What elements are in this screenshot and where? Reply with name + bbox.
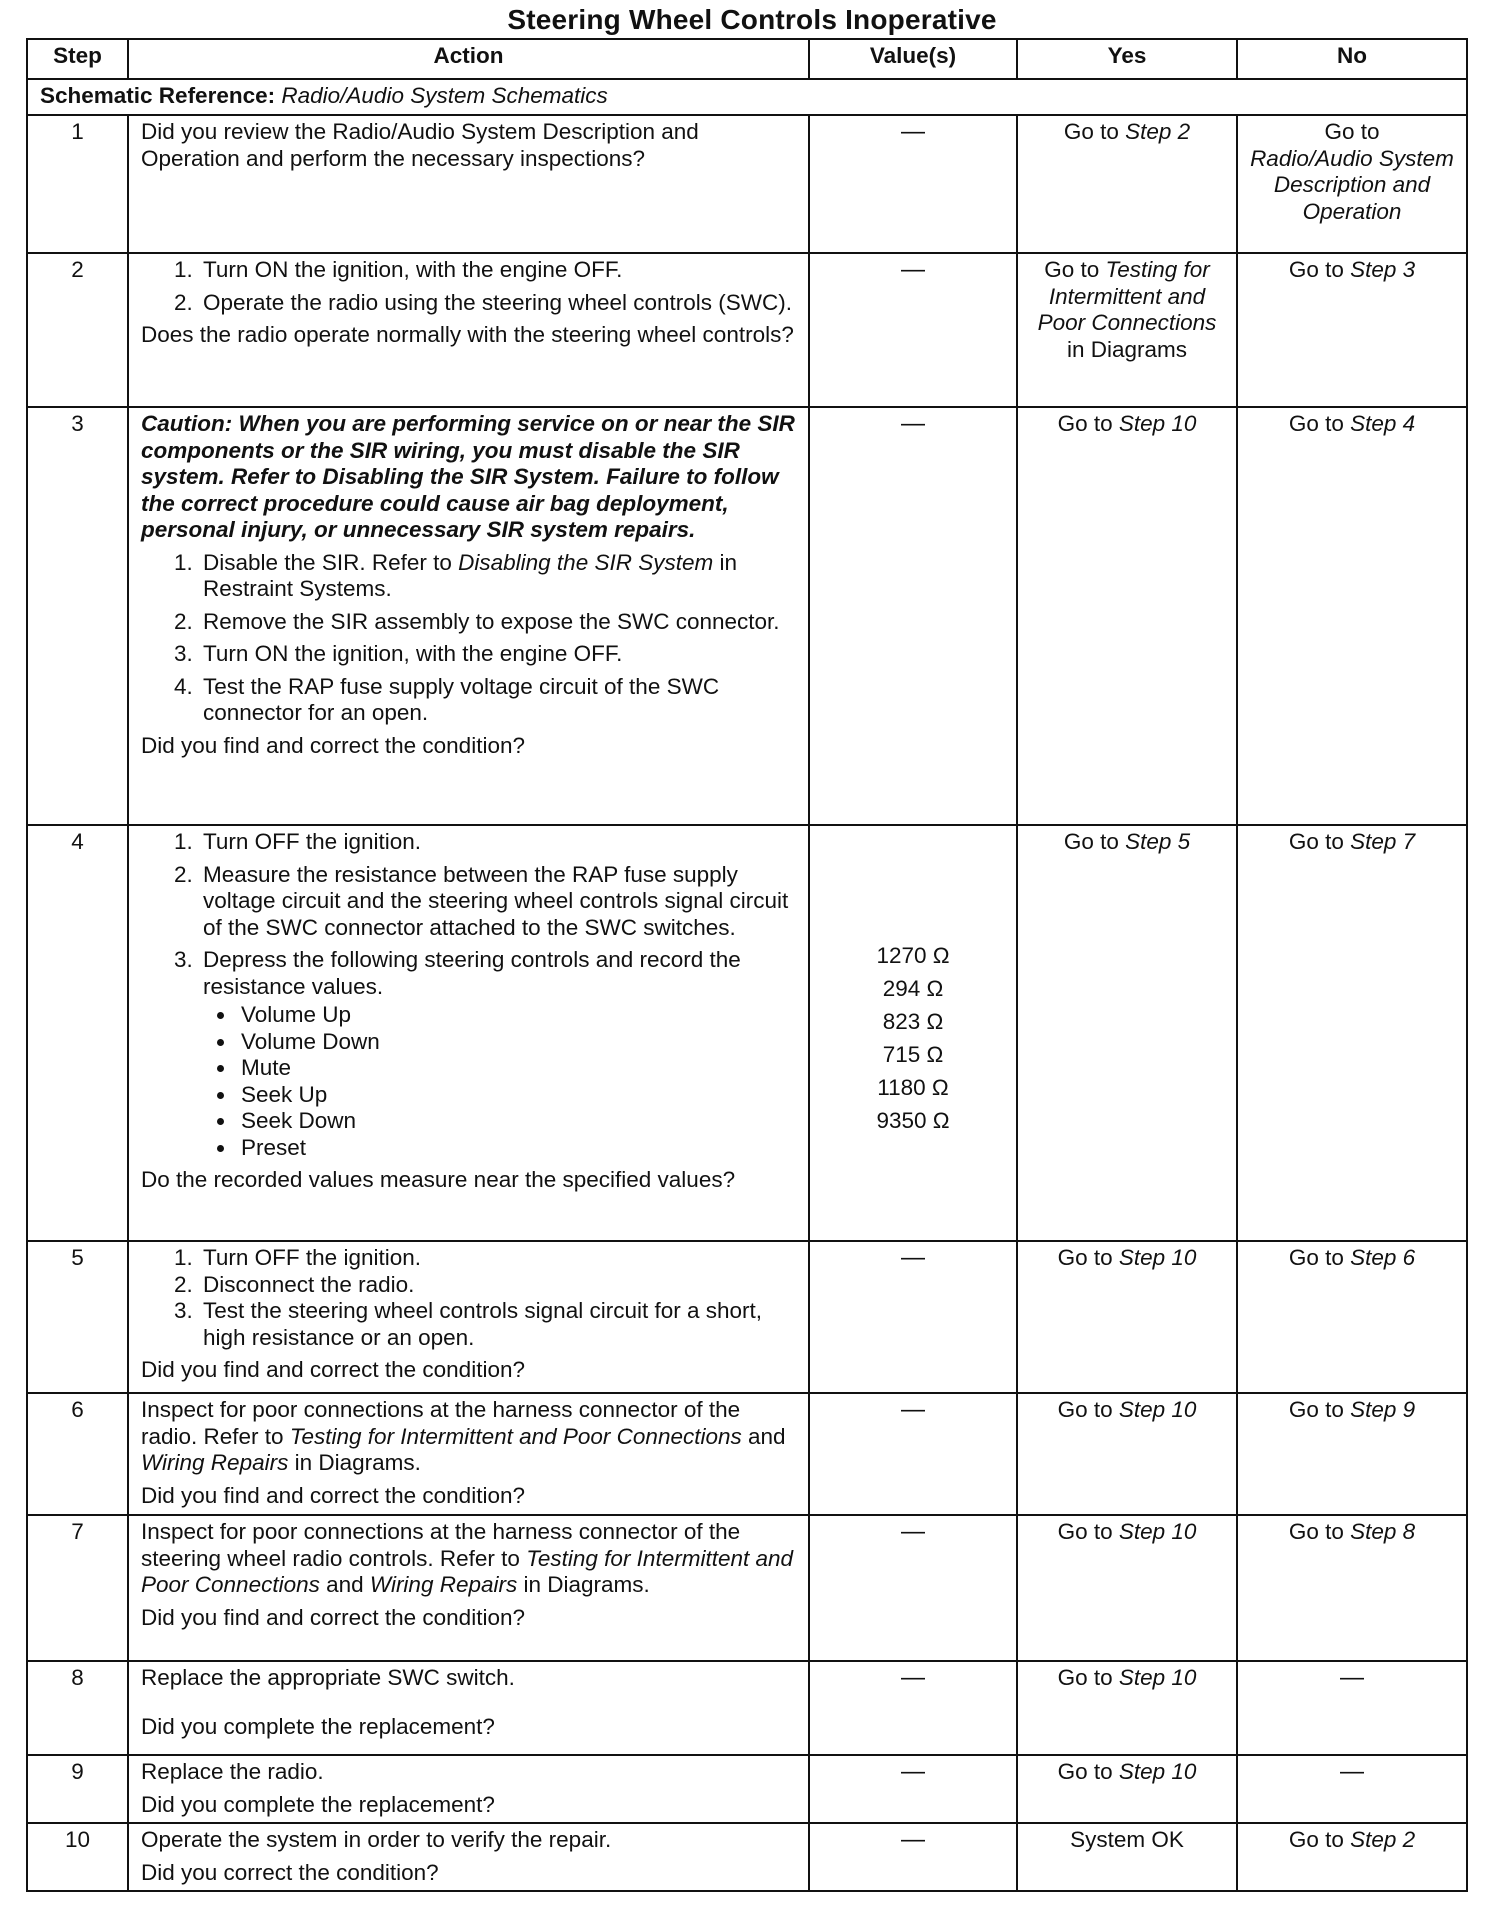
- yes-link[interactable]: Step 10: [1118, 1759, 1197, 1784]
- action-step: 2. Remove the SIR assembly to expose the SWC connector.: [199, 609, 796, 636]
- yes-cell: [1017, 1515, 1237, 1661]
- action-text: [141, 1397, 796, 1477]
- value-cell: [809, 1241, 1017, 1393]
- action-step: 3. Test the steering wheel controls signal circuit for a short, high resistance or an open.: [199, 1298, 796, 1351]
- control-item: • Mute: [237, 1055, 796, 1082]
- yes-text: System OK: [1070, 1827, 1184, 1852]
- action-cell: [128, 1661, 809, 1755]
- yes-cell: [1017, 1393, 1237, 1515]
- step-number: 4: [27, 825, 128, 1241]
- schematic-reference: [27, 79, 1467, 115]
- control-item: • Preset: [237, 1135, 796, 1162]
- yes-cell: [1017, 407, 1237, 825]
- action-question: Does the radio operate normally with the steering wheel controls?: [141, 322, 794, 347]
- no-cell: [1237, 1755, 1467, 1823]
- yes-text: Go to: [1057, 1665, 1119, 1690]
- value-dash: —: [901, 1518, 925, 1545]
- no-cell: [1237, 1241, 1467, 1393]
- no-link[interactable]: Step 6: [1350, 1245, 1416, 1270]
- step-text: Disable the SIR. Refer to: [203, 549, 459, 575]
- action-text-mid: and: [319, 1572, 370, 1597]
- action-text: Did you review the Radio/Audio System Description and Operation and perform the necessary inspections?: [141, 119, 699, 171]
- action-step: 2. Operate the radio using the steering wheel controls (SWC).: [199, 290, 796, 317]
- step-number: 5: [27, 1241, 128, 1393]
- table-row: [27, 825, 1467, 1241]
- value-cell: [809, 115, 1017, 253]
- action-text: Replace the appropriate SWC switch.: [141, 1665, 515, 1690]
- action-step: [199, 550, 796, 603]
- yes-link[interactable]: Step 5: [1125, 829, 1191, 854]
- action-steps: [141, 257, 796, 316]
- step-text: Depress the following steering controls and record the resistance values.: [203, 947, 741, 999]
- procedure-link[interactable]: Wiring Repairs: [141, 1450, 289, 1475]
- page-title: Steering Wheel Controls Inoperative: [507, 4, 997, 35]
- resistance-value: 715 Ω: [882, 1042, 944, 1067]
- action-steps: [141, 550, 796, 727]
- action-step: 1. Turn ON the ignition, with the engine OFF.: [199, 257, 796, 284]
- table-row: [27, 253, 1467, 407]
- control-item: • Seek Down: [237, 1108, 796, 1135]
- value-dash: —: [901, 1826, 925, 1853]
- resistance-value: 823 Ω: [882, 1009, 944, 1034]
- no-cell: [1237, 1393, 1467, 1515]
- action-cell: [128, 825, 809, 1241]
- yes-link[interactable]: Step 10: [1118, 1519, 1197, 1544]
- table-row: [27, 1661, 1467, 1755]
- no-cell: [1237, 115, 1467, 253]
- step-number: 7: [27, 1515, 128, 1661]
- no-link[interactable]: Radio/Audio System Description and Operation: [1250, 145, 1454, 224]
- no-text: Go to: [1288, 1519, 1351, 1544]
- action-steps: [141, 1245, 796, 1351]
- action-cell: [128, 1241, 809, 1393]
- action-cell: [128, 1515, 809, 1661]
- yes-link[interactable]: Step 10: [1118, 1245, 1197, 1270]
- no-cell: [1237, 407, 1467, 825]
- action-step: 2. Measure the resistance between the RAP fuse supply voltage circuit and the steering wheel controls signal circuit of the SWC connector attached to the SWC switches.: [199, 862, 796, 942]
- value-cell: [809, 825, 1017, 1241]
- yes-text: Go to: [1057, 411, 1119, 436]
- action-step: 1. Turn OFF the ignition.: [199, 1245, 796, 1272]
- yes-text: Go to: [1057, 1397, 1119, 1422]
- no-link[interactable]: Step 8: [1350, 1519, 1416, 1544]
- no-link[interactable]: Step 3: [1350, 257, 1416, 282]
- no-cell: [1237, 1515, 1467, 1661]
- value-dash: —: [901, 1664, 925, 1691]
- yes-cell: [1017, 1661, 1237, 1755]
- yes-text: Go to: [1057, 1759, 1119, 1784]
- value-cell: [809, 1515, 1017, 1661]
- procedure-link[interactable]: Wiring Repairs: [369, 1572, 518, 1597]
- no-link[interactable]: Step 4: [1350, 411, 1416, 436]
- header-values: Value(s): [809, 39, 1017, 79]
- action-cell: [128, 115, 809, 253]
- step-number: 2: [27, 253, 128, 407]
- value-dash: —: [901, 256, 925, 283]
- yes-text: Go to: [1063, 119, 1126, 144]
- yes-cell: [1017, 253, 1237, 407]
- control-item: • Seek Up: [237, 1082, 796, 1109]
- value-dash: —: [901, 1396, 925, 1423]
- yes-link[interactable]: Step 2: [1125, 119, 1191, 144]
- control-item: • Volume Down: [237, 1029, 796, 1056]
- action-cell: [128, 1755, 809, 1823]
- action-question: Did you find and correct the condition?: [141, 1482, 525, 1508]
- yes-text: Go to: [1063, 829, 1126, 854]
- action-step: 3. Turn ON the ignition, with the engine OFF.: [199, 641, 796, 668]
- step-number: 3: [27, 407, 128, 825]
- action-text: [141, 1519, 796, 1599]
- no-dash: —: [1340, 1758, 1364, 1785]
- no-text: Go to: [1288, 1827, 1351, 1852]
- value-dash: —: [901, 118, 925, 145]
- action-text-post: in Diagrams.: [517, 1572, 650, 1597]
- yes-cell: [1017, 1823, 1237, 1891]
- action-text-post: in Diagrams.: [288, 1450, 421, 1475]
- table-row: [27, 1241, 1467, 1393]
- procedure-link[interactable]: Disabling the SIR System: [458, 549, 714, 575]
- value-cell: [809, 407, 1017, 825]
- action-cell: [128, 407, 809, 825]
- action-question: Did you find and correct the condition?: [141, 732, 525, 758]
- step-text-post: in Restraint Systems.: [203, 549, 737, 601]
- yes-cell: [1017, 1755, 1237, 1823]
- yes-text: Go to: [1057, 1245, 1119, 1270]
- control-list: [203, 1002, 796, 1161]
- action-cell: [128, 1823, 809, 1891]
- value-cell: [809, 1393, 1017, 1515]
- action-text-mid: and: [741, 1423, 786, 1449]
- yes-cell: [1017, 1241, 1237, 1393]
- schematic-link[interactable]: Radio/Audio System Schematics: [281, 83, 608, 108]
- resistance-value: 1180 Ω: [877, 1075, 949, 1100]
- action-question: Did you find and correct the condition?: [141, 1357, 525, 1382]
- action-text: Operate the system in order to verify the repair.: [141, 1827, 612, 1852]
- action-step: 2. Disconnect the radio.: [199, 1272, 796, 1299]
- action-question: Did you complete the replacement?: [141, 1713, 495, 1739]
- no-text: Go to: [1288, 257, 1351, 282]
- no-link[interactable]: Step 2: [1350, 1827, 1416, 1852]
- step-number: 8: [27, 1661, 128, 1755]
- table-row: [27, 1755, 1467, 1823]
- yes-link[interactable]: Step 10: [1118, 1397, 1197, 1422]
- no-cell: [1237, 825, 1467, 1241]
- yes-text: Go to: [1044, 257, 1106, 282]
- header-action: Action: [128, 39, 809, 79]
- table-row: [27, 1393, 1467, 1515]
- value-cell: [809, 1823, 1017, 1891]
- action-text-pre: Inspect for poor connections at the harness connector of the steering wheel radio controls. Refer to: [141, 1519, 741, 1571]
- step-number: 9: [27, 1755, 128, 1823]
- no-cell: [1237, 253, 1467, 407]
- action-step: 4. Test the RAP fuse supply voltage circuit of the SWC connector for an open.: [199, 674, 796, 727]
- table-row: [27, 1515, 1467, 1661]
- action-cell: [128, 1393, 809, 1515]
- no-cell: [1237, 1661, 1467, 1755]
- action-question: Do the recorded values measure near the specified values?: [141, 1167, 736, 1192]
- value-cell: [809, 253, 1017, 407]
- resistance-value: 9350 Ω: [876, 1108, 950, 1133]
- action-text-pre: Inspect for poor connections at the harness connector of the radio. Refer to: [141, 1397, 741, 1449]
- resistance-value: 294 Ω: [882, 976, 944, 1001]
- no-dash: —: [1340, 1664, 1364, 1691]
- no-text: Go to: [1288, 411, 1351, 436]
- yes-link[interactable]: Step 10: [1118, 1665, 1197, 1690]
- value-dash: —: [901, 1758, 925, 1785]
- caution-text: Caution: When you are performing service on or near the SIR components or the SIR wiring, you must disable the SIR system. Refer to Disabling the SIR System. Failure to follow the correct procedure could cause air bag deployment, personal injury, or unnecessary SIR system repairs.: [141, 411, 795, 542]
- step-number: 1: [27, 115, 128, 253]
- no-link[interactable]: Step 9: [1350, 1397, 1416, 1422]
- procedure-link[interactable]: Testing for Intermittent and Poor Connections: [289, 1423, 742, 1449]
- diagnostic-table: [26, 38, 1468, 1892]
- no-text: Go to: [1288, 1245, 1351, 1270]
- action-question: Did you correct the condition?: [141, 1859, 439, 1885]
- schematic-row: [27, 79, 1467, 115]
- header-yes: Yes: [1017, 39, 1237, 79]
- header-step: Step: [27, 39, 128, 79]
- table-row: [27, 1823, 1467, 1891]
- action-text: Replace the radio.: [141, 1759, 324, 1784]
- table-row: [27, 115, 1467, 253]
- no-text: Go to: [1288, 829, 1351, 854]
- yes-text: Go to: [1057, 1519, 1119, 1544]
- no-text: Go to: [1288, 1397, 1351, 1422]
- no-link[interactable]: Step 7: [1350, 829, 1416, 854]
- value-cell: [809, 1661, 1017, 1755]
- step-number: 6: [27, 1393, 128, 1515]
- table-row: [27, 407, 1467, 825]
- value-dash: —: [901, 410, 925, 437]
- value-dash: —: [901, 1244, 925, 1271]
- control-item: • Volume Up: [237, 1002, 796, 1029]
- yes-link[interactable]: Testing for Intermittent and Poor Connections: [1037, 257, 1217, 335]
- schematic-label: Schematic Reference:: [40, 83, 276, 108]
- action-steps: [141, 829, 796, 1161]
- yes-cell: [1017, 115, 1237, 253]
- value-cell: [809, 1755, 1017, 1823]
- no-cell: [1237, 1823, 1467, 1891]
- header-row: [27, 39, 1467, 79]
- yes-cell: [1017, 825, 1237, 1241]
- yes-text-post: in Diagrams: [1066, 336, 1188, 362]
- header-no: No: [1237, 39, 1467, 79]
- resistance-values: [822, 829, 1004, 1137]
- action-question: Did you find and correct the condition?: [141, 1604, 525, 1630]
- step-number: 10: [27, 1823, 128, 1891]
- yes-link[interactable]: Step 10: [1118, 411, 1197, 436]
- action-question: Did you complete the replacement?: [141, 1791, 495, 1817]
- procedure-link[interactable]: Testing for Intermittent and Poor Connections: [141, 1545, 794, 1597]
- action-cell: [128, 253, 809, 407]
- action-step: [199, 947, 796, 1161]
- no-text: Go to: [1324, 119, 1380, 144]
- resistance-value: 1270 Ω: [876, 943, 950, 968]
- action-step: 1. Turn OFF the ignition.: [199, 829, 796, 856]
